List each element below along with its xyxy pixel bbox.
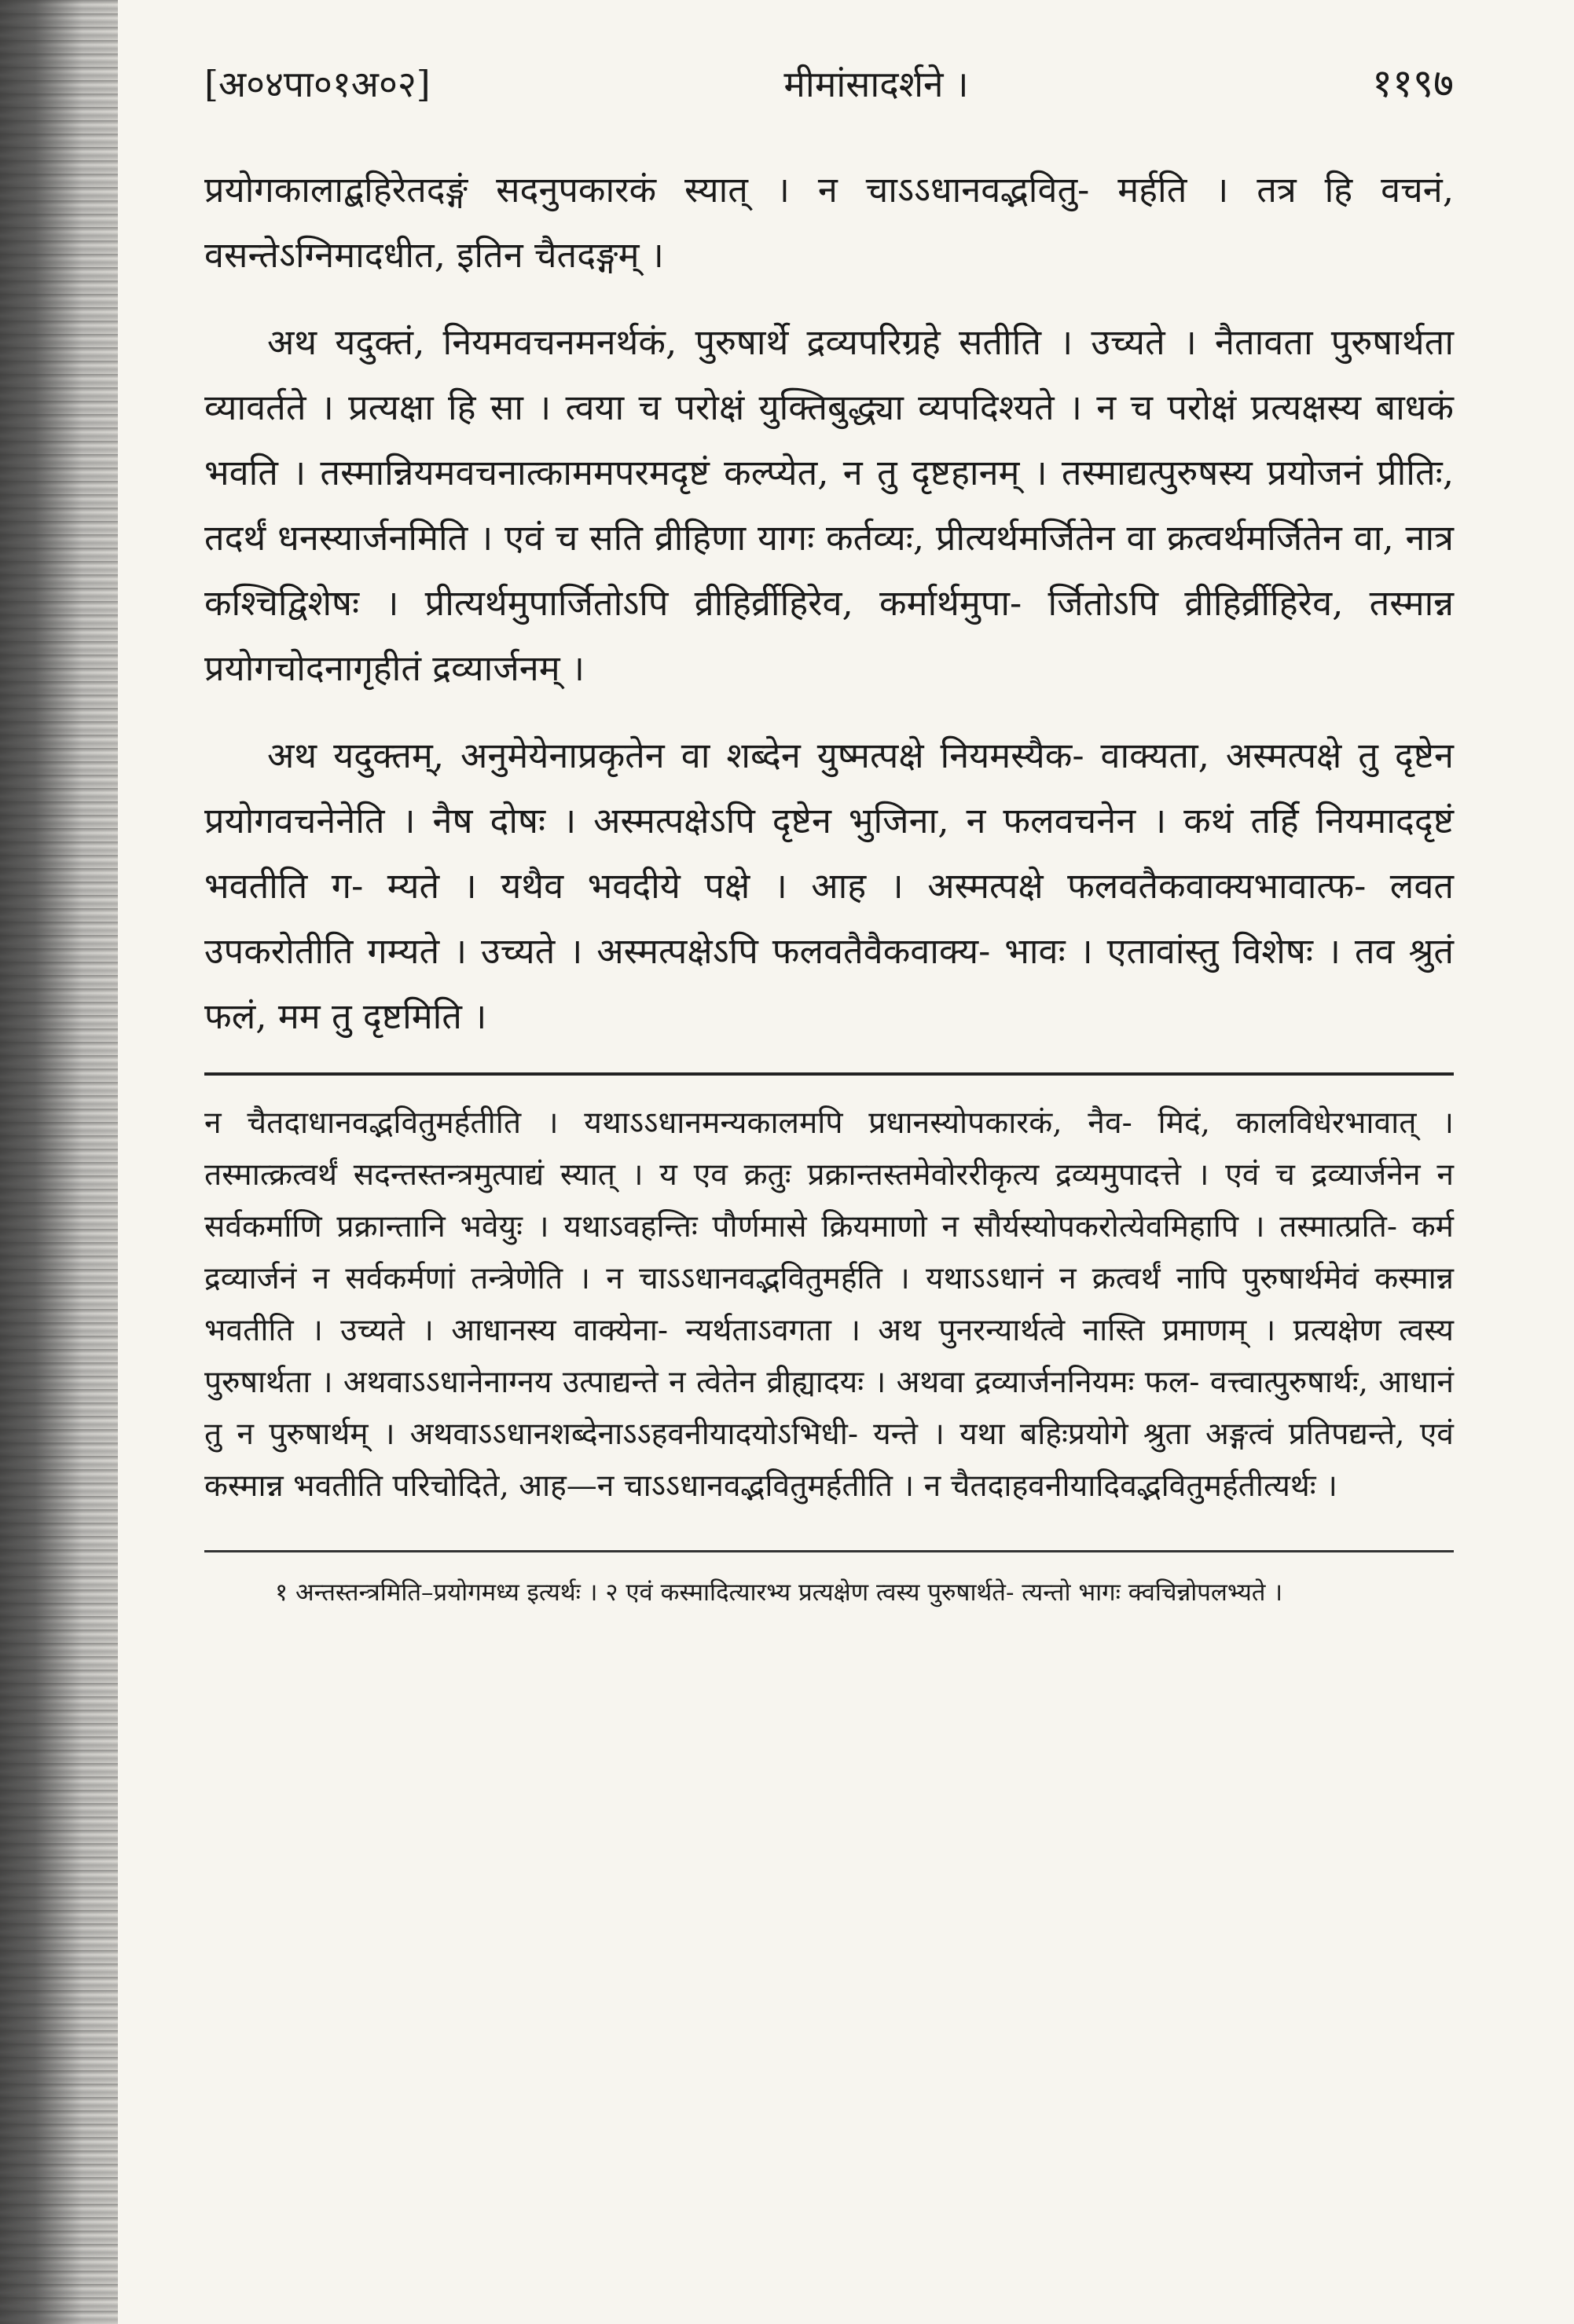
chapter-reference: [अ०४पा०१अ०२]: [204, 63, 431, 105]
commentary-text: [204, 1098, 1454, 1512]
main-text: [204, 157, 1454, 1049]
footnotes: [204, 1571, 1454, 1614]
section-divider: [204, 1072, 1454, 1076]
page-number: ११९७: [1372, 60, 1454, 106]
book-spine-shadow: [0, 0, 118, 2324]
footnote-divider: [204, 1550, 1454, 1552]
main-paragraph: प्रयोगकालाद्बहिरेतदङ्गं सदनुपकारकं स्यात् । न चाऽऽधानवद्भवितु- मर्हति । तत्र हि वचनं, वसन्तेऽग्निमादधीत, इतिन चैतदङ्गम् ।: [204, 169, 1454, 276]
main-paragraph: अथ यदुक्तम्, अनुमेयेनाप्रकृतेन वा शब्देन युष्मत्पक्षे नियमस्यैक- वाक्यता, अस्मत्पक्षे तु दृष्टेन प्रयोगवचनेनेति । नैष दोषः । अस्मत्पक्षेऽपि दृष्टेन भुजिना, न फलवचनेन । कथं तर्हि नियमाददृष्टं भवतीति ग- म्यते । यथैव भवदीये पक्षे । आह । अस्मत्पक्षे फलवतैकवाक्यभावात्फ- लवत उपकरोतीति गम्यते । उच्यते । अस्मत्पक्षेऽपि फलवतैवैकवाक्य- भावः । एतावांस्तु विशेषः । तव श्रुतं फलं, मम तु दृष्टमिति ।: [204, 735, 1454, 1037]
main-paragraph: अथ यदुक्तं, नियमवचनमनर्थकं, पुरुषार्थे द्रव्यपरिग्रहे सतीति । उच्यते । नैतावता पुरुषार्थता व्यावर्तते । प्रत्यक्षा हि सा । त्वया च परोक्षं युक्तिबुद्ध्या व्यपदिश्यते । न च परोक्षं प्रत्यक्षस्य बाधकं भवति । तस्मान्नियमवचनात्काममपरमदृष्टं कल्प्येत, न तु दृष्टहानम् । तस्माद्यत्पुरुषस्य प्रयोजनं प्रीतिः, तदर्थं धनस्यार्जनमिति । एवं च सति व्रीहिणा यागः कर्तव्यः, प्रीत्यर्थमर्जितेन वा क्रत्वर्थमर्जितेन वा, नात्र कश्चिद्विशेषः । प्रीत्यर्थमुपार्जितोऽपि व्रीहिर्व्रीहिरेव, कर्मार्थमुपा- र्जितोऽपि व्रीहिर्व्रीहिरेव, तस्मान्न प्रयोगचोदनागृहीतं द्रव्यार्जनम् ।: [204, 321, 1454, 689]
book-title: मीमांसादर्शने ।: [783, 63, 969, 105]
running-header: [204, 55, 1454, 126]
commentary-paragraph: न चैतदाधानवद्भवितुमर्हतीति । यथाऽऽधानमन्यकालमपि प्रधानस्योपकारकं, नैव- मिदं, कालविधेरभावात् । तस्मात्क्रत्वर्थं सदन्तस्तन्त्रमुत्पाद्यं स्यात् । य एव क्रतुः प्रक्रान्तस्तमेवोररीकृत्य द्रव्यमुपादत्ते । एवं च द्रव्यार्जनेन न सर्वकर्माणि प्रक्रान्तानि भवेयुः । यथाऽवहन्तिः पौर्णमासे क्रियमाणो न सौर्यस्योपकरोत्येवमिहापि । तस्मात्प्रति- कर्म द्रव्यार्जनं न सर्वकर्मणां तन्त्रेणेति । न चाऽऽधानवद्भवितुमर्हति । यथाऽऽधानं न क्रत्वर्थं नापि पुरुषार्थमेवं कस्मान्न भवतीति । उच्यते । आधानस्य वाक्येना- न्यर्थताऽवगता । अथ पुनरन्यार्थत्वे नास्ति प्रमाणम् । प्रत्यक्षेण त्वस्य पुरुषार्थता । अथवाऽऽधानेनाग्नय उत्पाद्यन्ते न त्वेतेन व्रीह्यादयः । अथवा द्रव्यार्जननियमः फल- वत्त्वात्पुरुषार्थः, आधानं तु न पुरुषार्थम् । अथवाऽऽधानशब्देनाऽऽहवनीयादयोऽभिधी- यन्ते । यथा बहिःप्रयोगे श्रुता अङ्गत्वं प्रतिपद्यन्ते, एवं कस्मान्न भवतीति परिचोदिते, आह—न चाऽऽधानवद्भवितुमर्हतीति । न चैतदाहवनीयादिवद्भवितुमर्हतीत्यर्थः ।: [204, 1105, 1454, 1504]
page: [204, 55, 1454, 1614]
footnote-text: १ अन्तस्तन्त्रमिति–प्रयोगमध्य इत्यर्थः । २ एवं कस्मादित्यारभ्य प्रत्यक्षेण त्वस्य पुरुषार्थते- त्यन्तो भागः क्वचिन्नोपलभ्यते ।: [275, 1578, 1283, 1607]
